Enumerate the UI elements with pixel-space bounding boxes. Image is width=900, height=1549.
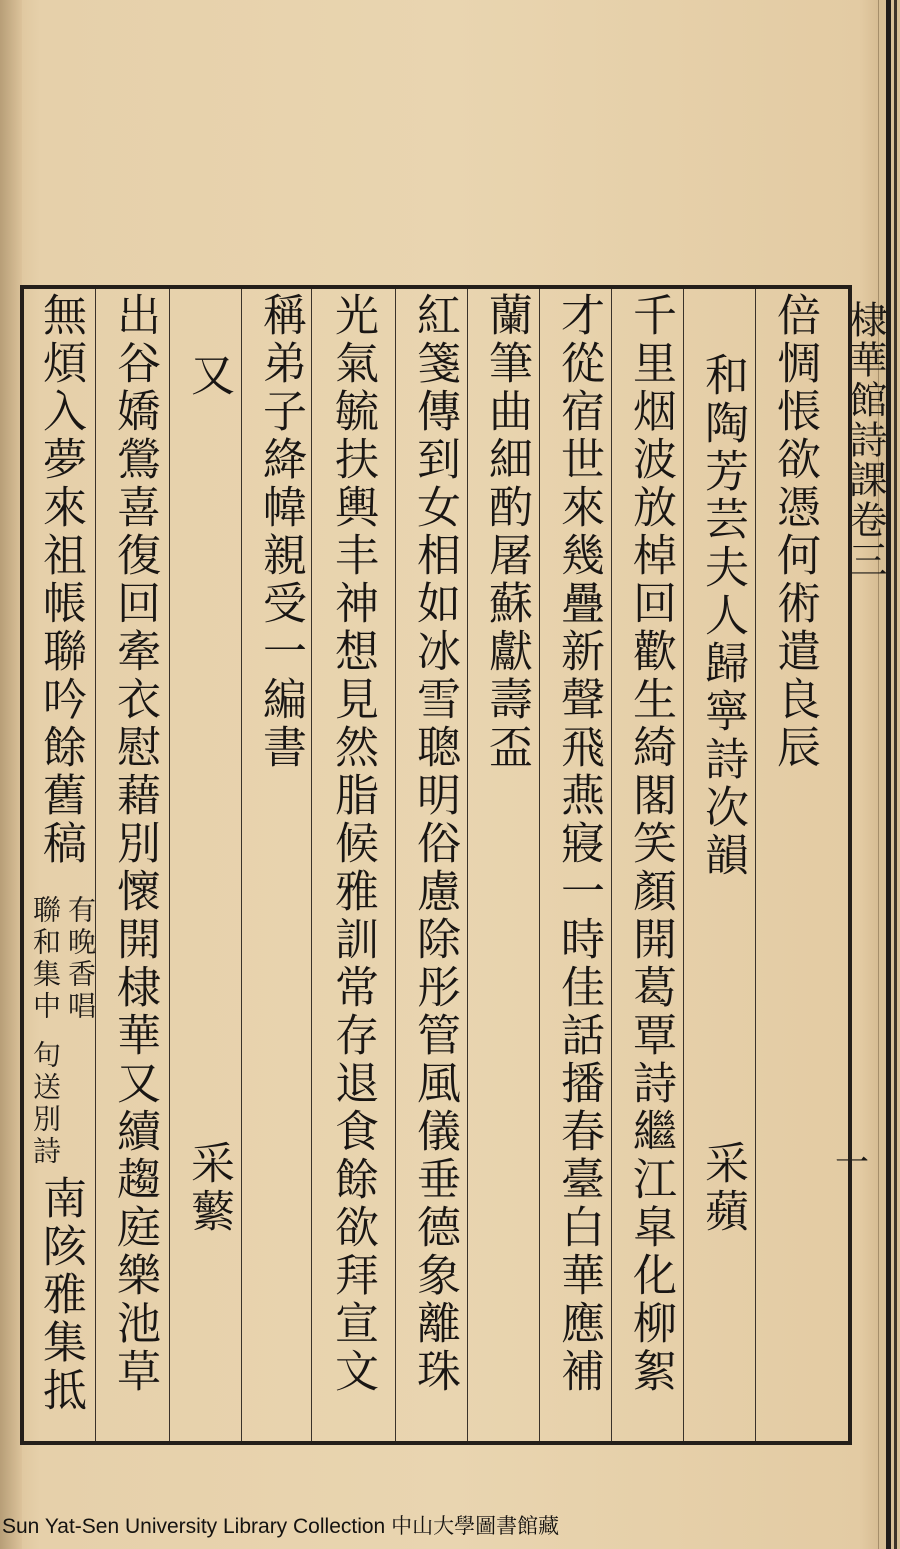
interlinear-note: 聯和集中 <box>29 895 62 1023</box>
interlinear-note: 有晚香唱 <box>64 895 97 1023</box>
column-rule <box>395 289 396 1441</box>
book-title: 棣華館詩課 <box>843 300 887 500</box>
column-rule <box>467 289 468 1441</box>
poem-title: 又 <box>183 352 234 400</box>
column-rule <box>95 289 96 1441</box>
column-rule <box>169 289 170 1441</box>
poem-author: 采蘋 <box>697 1140 748 1236</box>
folio-number: 一 <box>835 1143 869 1183</box>
text-column: 紅箋傳到女相如冰雪聰明俗慮除彤管風儀垂德象離珠 <box>409 292 460 1396</box>
text-column: 千里烟波放棹回歡生綺閣笑顏開葛覃詩繼江皐化柳絮 <box>625 292 676 1396</box>
column-rule <box>683 289 684 1441</box>
text-column-continuation: 南陔雅集抵 <box>35 1175 86 1415</box>
text-column: 出谷嬌鶯喜復回牽衣慰藉別懷開棣華又續趨庭樂池草 <box>109 292 160 1396</box>
column-rule <box>539 289 540 1441</box>
text-column: 蘭筆曲細酌屠蘇獻壽盃 <box>481 292 532 772</box>
interlinear-note: 句送別詩 <box>29 1040 62 1168</box>
poem-author: 采蘩 <box>183 1140 234 1236</box>
binding-stripe <box>886 0 891 1549</box>
adjacent-page-edge <box>0 0 22 1549</box>
collection-watermark: Sun Yat-Sen University Library Collection 中山大學圖書館藏 <box>2 1515 560 1538</box>
text-column: 倍惆悵欲憑何術遣良辰 <box>769 292 820 772</box>
column-rule <box>611 289 612 1441</box>
column-rule <box>241 289 242 1441</box>
text-column: 光氣毓扶輿丰神想見然脂候雅訓常存退食餘欲拜宣文 <box>327 292 378 1396</box>
column-rule <box>311 289 312 1441</box>
volume-label: 卷三 <box>843 500 887 580</box>
text-column: 稱弟子絳幃親受一編書 <box>255 292 306 772</box>
text-column: 才從宿世來幾疊新聲飛燕寢一時佳話播春臺白華應補 <box>553 292 604 1396</box>
text-column: 無煩入夢來祖帳聯吟餘舊稿 <box>35 292 86 868</box>
column-rule <box>755 289 756 1441</box>
poem-title: 和陶芳芸夫人歸寧詩次韻 <box>697 352 748 880</box>
binding-stripe <box>894 0 897 1549</box>
